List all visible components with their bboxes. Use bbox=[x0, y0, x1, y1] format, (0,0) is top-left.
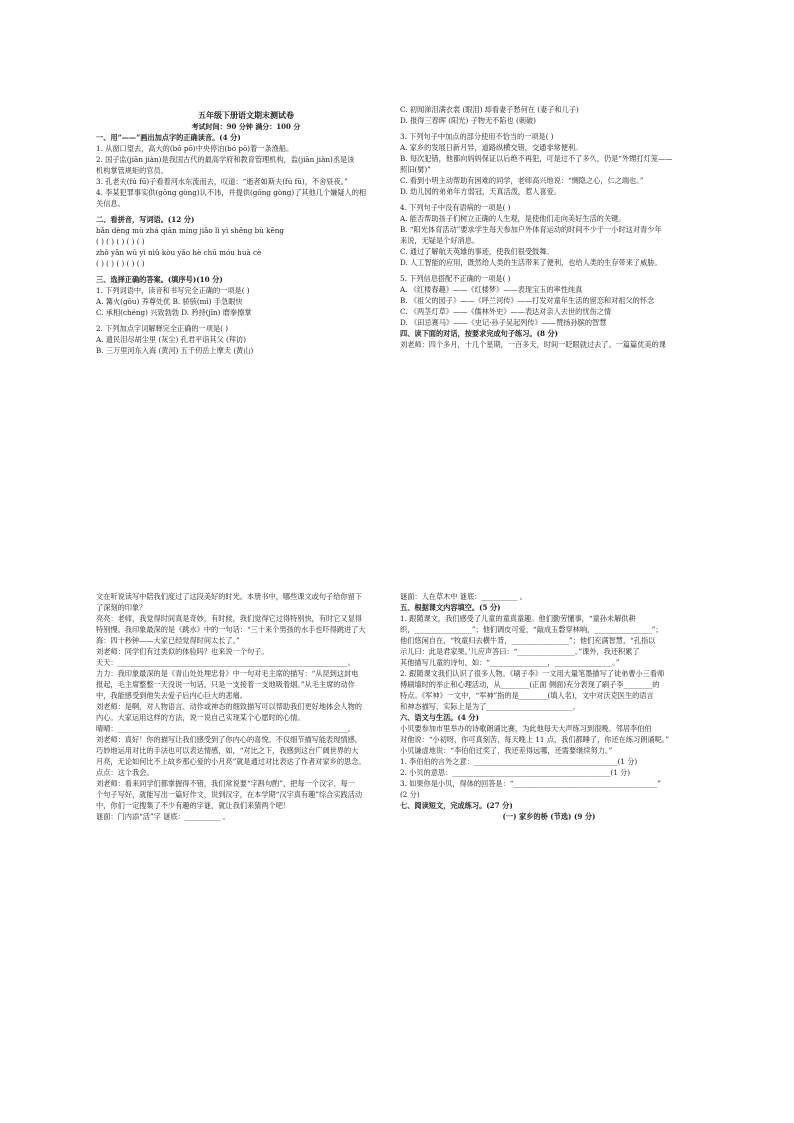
section-heading: 六、语文与生活。(4 分) bbox=[400, 713, 479, 722]
text-line: 1. 李伯伯的言外之意：________________________________________(1 分) bbox=[400, 757, 638, 766]
text-line: 巧妙地运用对比的手法也可以表达情感，如，“对比之下，我感到这台广阔世界的大 bbox=[96, 746, 359, 755]
text-line: 3. 下列句子中加点的部分使用不恰当的一项是( ) bbox=[400, 132, 554, 141]
text-line: D. 《田忌赛马》——《史记·孙子吴起列传》——赞扬孙膑的智慧 bbox=[400, 318, 607, 327]
text-line: 2. 国子监(jiān jiàn)是我国古代的最高学府和教育管理机构，监(jiān jiàn)丞是该 bbox=[96, 155, 355, 164]
text-line: 月亮，无论如何比不上故乡那心爱的小月亮”就是通过对比表达了作者对家乡的思念。 bbox=[96, 757, 366, 766]
text-line: D. 报得三春晖 (阳光) 子物无不陷也 (刺破) bbox=[400, 116, 536, 125]
text-line: 织，________________”；他们调皮可爱，“敲成玉磬穿林响，________________”； bbox=[400, 625, 663, 634]
section-heading: 七、阅读短文，完成练习。(27 分) bbox=[400, 801, 513, 810]
text-line: A. 篝火(gōu) 养尊处优 B. 骄骇(mì) 手急眼快 bbox=[96, 297, 243, 306]
text-line: B. 《祖父的园子》——《呼兰河传》——打发对童年生活的留恋和对祖父的怀念 bbox=[400, 296, 655, 305]
text-line: 天天：________________________________________________________________。 bbox=[96, 658, 355, 667]
text-line: 1. 从窗口望去，高大的(bō pō)中央停泊(bó pō)着一条渔船。 bbox=[96, 144, 294, 153]
text-line: 报起，毛主席整整一天没说一句话，只是一支接着一支地吸着烟。”从毛主席的动作 bbox=[96, 680, 355, 689]
text-line: 其他描写儿童的诗句，如：“________________，________________。” bbox=[400, 658, 620, 667]
text-line: B. 三万里河东入海 (黄河) 五千仞岳上摩天 (黄山) bbox=[96, 346, 254, 355]
text-line: 3. 孔老夫(fú fū)子看着河水东流而去，叹道：“逝者如斯夫(fú fū)，不舍昼夜。” bbox=[96, 177, 348, 186]
text-line: 和神态描写，实际上是为了________________________。 bbox=[400, 702, 580, 711]
text-line: 机构掌管规矩的官员。 bbox=[96, 166, 168, 175]
q2-lines bbox=[400, 104, 698, 350]
exam-title: 五年级下册语文期末测试卷 bbox=[198, 110, 294, 120]
text-line: C. 通过了解航天英雄的事迹，使我们很受鼓舞。 bbox=[400, 247, 554, 256]
text-line: 海：四十秒钟——大家已经觉得时间太长了。” bbox=[96, 636, 240, 645]
text-line: zhǒ yǎn wǔ yì niǔ kòu yǎo hè chū móu huà cè bbox=[96, 248, 262, 257]
text-line: 关信息。 bbox=[96, 199, 125, 208]
text-line: 谜面：人在草木中 谜底：__________ 。 bbox=[400, 592, 527, 601]
text-line: 照旧(舅)” bbox=[400, 165, 431, 174]
q3-lines bbox=[96, 591, 396, 822]
q1-lines bbox=[96, 132, 396, 356]
column-top-left bbox=[96, 104, 396, 356]
section-heading: 一、用“——”画出加点字的正确读音。(4 分) bbox=[96, 133, 241, 142]
text-line: 亮亮：老师，我觉得时间真是奇妙，有时候，我们觉得它过得特别快，有时它又显得 bbox=[96, 614, 362, 623]
text-line: 刘老师：同学们有过类似的体验吗？也来说一个句子。 bbox=[96, 647, 269, 656]
text-line: C. 初闻涕泪满衣裳 (眼泪) 却看妻子愁何在 (妻子和儿子) bbox=[400, 105, 579, 114]
text-line: 1. 下列词语中，读音和书写完全正确的一项是( ) bbox=[96, 286, 250, 295]
text-line: 中，我能感受到他失去爱子后内心巨大的悲痛。 bbox=[96, 691, 247, 700]
text-line: bǎn dèng mù zhá qiān míng jiǎo lì yì shēng bù kēng bbox=[96, 226, 285, 235]
section-heading: 五、根据课文内容填空。(5 分) bbox=[400, 603, 501, 612]
text-line: 刘老师：看来同学们都掌握得不错，我们常说要“字斟句酌”，把每一个汉字、每一 bbox=[96, 779, 355, 788]
text-line: 刘老师：四个多月，十几个星期，一百多天，时间一眨眼就过去了。一篇篇优美的课 bbox=[400, 340, 666, 349]
text-line: 他们悠闲自在，“牧童归去横牛背，________________”；他们充满智慧，“孔指以 bbox=[400, 636, 656, 645]
text-line: 2. 下列加点字词解释完全正确的一项是( ) bbox=[96, 324, 229, 333]
text-line: 了深刻的印象？ bbox=[96, 603, 147, 612]
text-line: 来说，无疑是个好消息。 bbox=[400, 236, 480, 245]
text-line: 对他说：“小初呀，你可真刻苦，每天晚上 11 点，我们都睡了，你还在练习朗诵呢。” bbox=[400, 735, 670, 744]
section-heading: 四、读下面的对话，按要求完成句子练习。(8 分) bbox=[400, 329, 559, 338]
text-line: 个句子写好，就能写出一篇好作文，说到汉字，在本学期“汉字真有趣”综合实践活动 bbox=[96, 790, 363, 799]
text-line: C. 看到小明主动帮助有困难的同学，老师高兴地说：“恻隐之心，仁之端也。” bbox=[400, 176, 644, 185]
text-line: 特点。《军神》一文中，“军神”指的是________(填人名)，文中对沃克医生的语言 bbox=[400, 691, 654, 700]
text-line: 2. 跟随课文我们认识了很多人物。《刷子李》一文用大量笔墨描写了徒弟曹小三看师 bbox=[400, 669, 665, 678]
text-line: 4. 下列句子中没有语病的一项是( ) bbox=[400, 203, 511, 212]
text-line: 1. 跟随课文，我们感受了儿童的童真童趣。他们勤劳懂事，“童孙未解供耕 bbox=[400, 614, 636, 623]
text-line: 3. 如果你是小贝，得体的回答是：“________________________________________” bbox=[400, 779, 661, 788]
text-line: D. 幼儿园的弟弟年方弱冠，天真活泼，惹人喜爱。 bbox=[400, 187, 562, 196]
column-bottom-left bbox=[96, 591, 396, 822]
text-line: 刘老师：是啊，对人物语言、动作或神态的细致描写可以帮助我们更好地体会人物的 bbox=[96, 702, 362, 711]
text-line: C. 承相(chéng) 兴致勃勃 D. 矜持(jīn) 磨拳擦掌 bbox=[96, 308, 252, 317]
text-line: 傅刷墙时的举止和心理活动，从________(正面 侧面)充分表现了刷子李________的 bbox=[400, 680, 660, 689]
column-top-right bbox=[400, 104, 698, 350]
text-line: A. 能否帮助孩子们树立正确的人生观，是使他们走向美好生活的关键。 bbox=[400, 214, 626, 223]
text-line: A. 遗民泪尽胡尘里 (灰尘) 孔君平诣其父 (拜访) bbox=[96, 335, 247, 344]
text-line: (2 分) bbox=[400, 790, 420, 799]
text-line: 力力：我印象最深的是《青山处处埋忠骨》中一句对毛主席的描写：“从昆到这封电 bbox=[96, 669, 359, 678]
text-line: 文在听说读写中陪我们度过了这段美好的时光。本册书中，哪些课文或句子给你留下 bbox=[96, 592, 362, 601]
text-line: A. 《红楼春趣》——《红楼梦》——表现宝玉的率性纯真 bbox=[400, 285, 583, 294]
text-line: 谜面：门内添“活”字 谜底：__________ 。 bbox=[96, 812, 231, 821]
exam-subtitle: 考试时间：90 分钟 满分：100 分 bbox=[191, 122, 301, 131]
text-line: 小贝谦虚地说：“李伯伯过奖了，我还差得远哪，还需要继续努力。” bbox=[400, 746, 613, 755]
text-line: 小贝要参加市里举办的诗歌朗诵比赛，为此他每天大声练习到很晚。邻居李伯伯 bbox=[400, 724, 652, 733]
text-line: 刘老师：真好！你的描写让我们感受到了你内心的喜悦。不仅细节描写能表现情感， bbox=[96, 735, 362, 744]
section-heading: (一) 家乡的桥 (节选) (9 分) bbox=[502, 812, 596, 821]
text-line: 点点：这个我会。 bbox=[96, 768, 154, 777]
text-line: B. “阳光体育活动”要求学生每天参加户外体育运动的时间不少于一小时这对青少年 bbox=[400, 225, 662, 234]
section-heading: 三、选择正确的答案。(填序号)(10 分) bbox=[96, 275, 223, 284]
column-bottom-right bbox=[400, 591, 698, 822]
text-line: A. 家乡的发展日新月异，道路纵横交错，交通非常便利。 bbox=[400, 143, 583, 152]
text-line: B. 每次犯错，他都向妈妈保证以后绝不再犯，可是过不了多久，仍是“外甥打灯笼—— bbox=[400, 154, 673, 163]
text-line: ( ) ( ) ( ) ( ) ( ) bbox=[96, 237, 145, 246]
text-line: 内心。大家运用这样的方法，说一说自己实现某个心愿时的心情。 bbox=[96, 713, 305, 722]
text-line: 中，你们一定搜集了不少有趣的字谜，就让我们来猜两个吧！ bbox=[96, 801, 291, 810]
text-line: ( ) ( ) ( ) ( ) ( ) bbox=[96, 259, 145, 268]
q4-lines bbox=[400, 591, 698, 822]
text-line: D. 人工智能的应用，既然给人类的生活带来了便利，也给人类的生存带来了威胁。 bbox=[400, 258, 662, 267]
text-line: C. 《两茎灯草》——《儒林外史》——表达对亲人去世的忧伤之情 bbox=[400, 307, 612, 316]
text-line: 5. 下列信息搭配不正确的一项是( ) bbox=[400, 274, 511, 283]
text-line: 4. 李某犯罪事实供(gōng gòng)认不讳，并提供(gōng gòng)了其他几个嫌疑人的相 bbox=[96, 188, 367, 197]
text-line: 特别慢。我印象最深的是《跳水》中的一句话：“三十来个男孩的水手也吓得跳进了大 bbox=[96, 625, 366, 634]
text-line: 2. 小贝的意思：____________________________________________(1 分) bbox=[400, 768, 631, 777]
text-line: 晴晴：________________________________________________________________。 bbox=[96, 724, 355, 733]
text-line: 示儿曰：此是君家果。’儿应声答曰：“________________。”课外，我还积累了 bbox=[400, 647, 640, 656]
section-heading: 二、看拼音，写词语。(12 分) bbox=[96, 215, 195, 224]
